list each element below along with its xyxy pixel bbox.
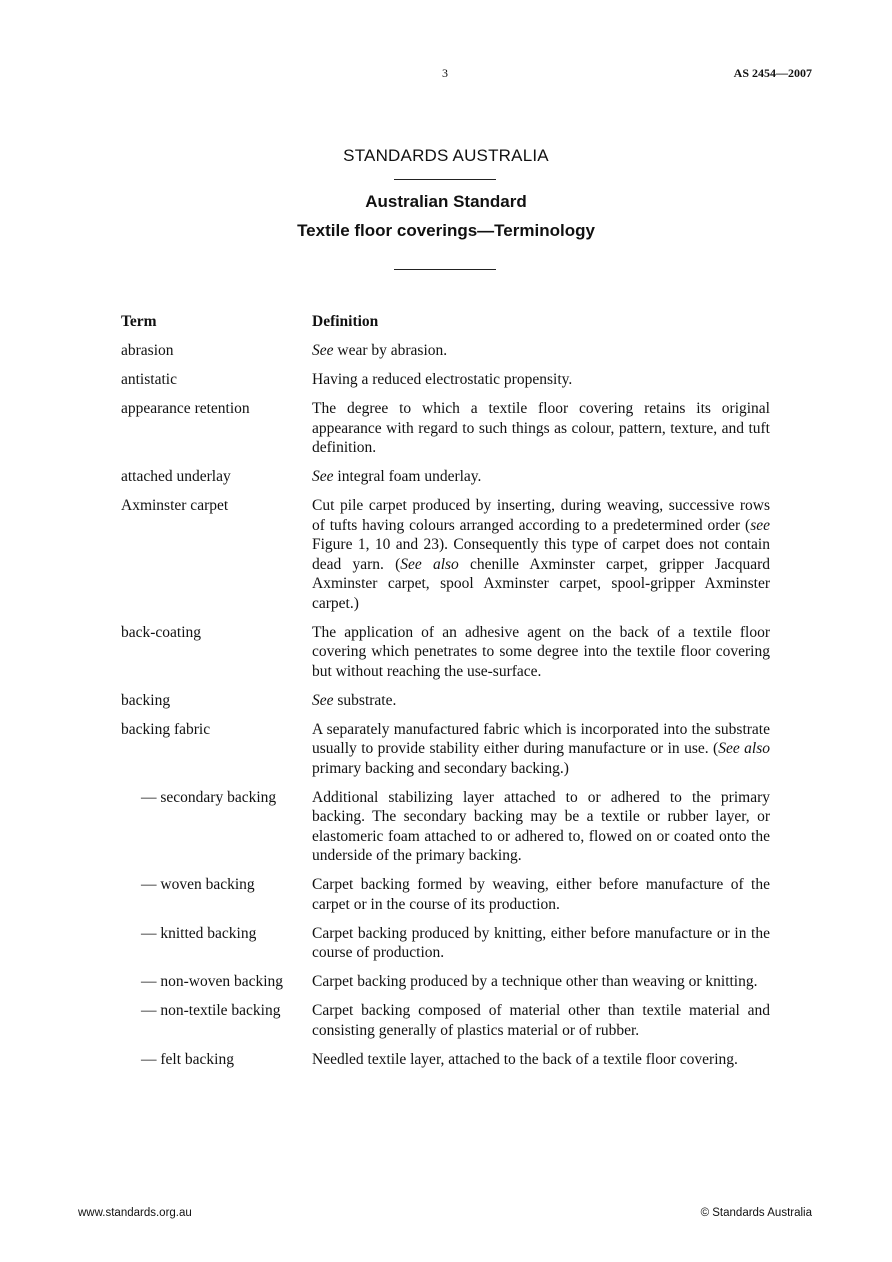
definition-text-segment: wear by abrasion.	[333, 342, 448, 359]
definition-text-segment: The degree to which a textile floor covering retains its original appearance with regard to such things as colour, pattern, texture, and tuft definition.	[312, 400, 770, 456]
glossary-definition	[312, 370, 770, 390]
glossary-row	[121, 788, 771, 866]
glossary-term: Axminster carpet	[121, 497, 229, 514]
footer-copyright: © Standards Australia	[700, 1207, 812, 1219]
glossary-row	[121, 623, 771, 682]
glossary-row	[121, 720, 771, 779]
glossary-header-row	[121, 312, 771, 332]
definition-text-segment: integral foam underlay.	[333, 468, 482, 485]
glossary-rows	[121, 341, 771, 1069]
definition-text-segment: The application of an adhesive agent on the back of a textile floor covering which penetrates to some degree into the textile floor covering but without reaching the use-surface.	[312, 623, 770, 680]
glossary-row	[121, 399, 771, 458]
definition-italic-segment: See	[312, 691, 334, 709]
glossary-definition	[312, 972, 770, 992]
title-divider-bottom	[394, 269, 496, 270]
glossary-definition	[312, 399, 770, 458]
glossary-term: appearance retention	[121, 400, 250, 417]
glossary-term: backing	[121, 691, 171, 709]
definition-italic-segment: See also	[718, 740, 770, 757]
definition-text-segment: Carpet backing produced by knitting, either before manufacture or in the course of production.	[312, 924, 770, 961]
document-title: Textile floor coverings—Terminology	[297, 221, 595, 240]
glossary-term: abrasion	[121, 342, 174, 359]
term-column-header: Term	[121, 313, 157, 330]
definition-text-segment: A separately manufactured fabric which is incorporated into the substrate usually to provide stability either during manufacture or in use. (	[312, 720, 770, 757]
glossary-row	[121, 924, 771, 963]
definition-italic-segment: see	[750, 516, 770, 534]
glossary-term: antistatic	[121, 371, 177, 388]
glossary-row	[121, 1050, 771, 1070]
glossary-row	[121, 370, 771, 390]
glossary-definition	[312, 788, 770, 866]
glossary-definition	[312, 623, 770, 682]
definition-text-segment: Figure 1, 10 and 23). Consequently this type of carpet does not contain dead yarn. (	[312, 536, 770, 573]
definition-text-segment: chenille Axminster carpet, gripper Jacquard Axminster carpet, spool Axminster carpet, spool-gripper Axminster carpet.)	[312, 555, 770, 612]
glossary-term: attached underlay	[121, 468, 231, 485]
document-id: AS 2454—2007	[733, 66, 812, 80]
definition-text-segment: Carpet backing composed of material other than textile material and consisting generally of plastics material or of rubber.	[312, 1002, 770, 1039]
glossary-definition	[312, 1001, 770, 1040]
standard-type: Australian Standard	[365, 192, 527, 211]
organization-name: STANDARDS AUSTRALIA	[343, 146, 549, 165]
glossary-definition	[312, 467, 770, 487]
title-divider-top	[394, 179, 496, 180]
glossary-term: back-coating	[121, 623, 202, 641]
glossary-row	[121, 1001, 771, 1040]
glossary-term: — felt backing	[141, 1050, 234, 1068]
definition-text-segment: Carpet backing produced by a technique other than weaving or knitting.	[312, 973, 758, 990]
definition-text-segment: substrate.	[333, 691, 397, 709]
page-number: 3	[442, 66, 448, 80]
glossary-definition	[312, 875, 770, 914]
glossary-row	[121, 341, 771, 361]
glossary-term: — non-woven backing	[141, 973, 284, 990]
glossary-table	[121, 312, 771, 1079]
glossary-term: — non-textile backing	[141, 1002, 281, 1019]
glossary-row	[121, 691, 771, 711]
glossary-row	[121, 467, 771, 487]
definition-text-segment: primary backing and secondary backing.)	[312, 759, 569, 777]
definition-text-segment: Having a reduced electrostatic propensity.	[312, 371, 573, 388]
footer-website: www.standards.org.au	[78, 1207, 192, 1219]
glossary-term: — woven backing	[141, 876, 255, 893]
definition-text-segment: Cut pile carpet produced by inserting, during weaving, successive rows of tufts having colours arranged according to a predetermined order (	[312, 497, 770, 534]
definition-text-segment: Carpet backing formed by weaving, either before manufacture of the carpet or in the course of its production.	[312, 876, 770, 913]
definition-column-header: Definition	[312, 313, 379, 330]
definition-text-segment: Additional stabilizing layer attached to or adhered to the primary backing. The secondary backing may be a textile or rubber layer, or elastomeric foam attached to or adhered to, flowed on or coated onto the underside of the primary backing.	[312, 788, 770, 864]
glossary-definition	[312, 924, 770, 963]
glossary-definition	[312, 341, 770, 361]
definition-text-segment: Needled textile layer, attached to the back of a textile floor covering.	[312, 1050, 738, 1068]
glossary-term: — knitted backing	[141, 924, 257, 942]
glossary-definition	[312, 720, 770, 779]
glossary-row	[121, 972, 771, 992]
glossary-term: — secondary backing	[141, 788, 277, 806]
glossary-definition	[312, 496, 770, 613]
definition-italic-segment: See also	[400, 555, 459, 573]
definition-italic-segment: See	[312, 468, 334, 485]
glossary-definition	[312, 691, 770, 711]
glossary-row	[121, 875, 771, 914]
glossary-row	[121, 496, 771, 613]
glossary-term: backing fabric	[121, 720, 211, 738]
glossary-definition	[312, 1050, 770, 1070]
definition-italic-segment: See	[312, 342, 334, 359]
